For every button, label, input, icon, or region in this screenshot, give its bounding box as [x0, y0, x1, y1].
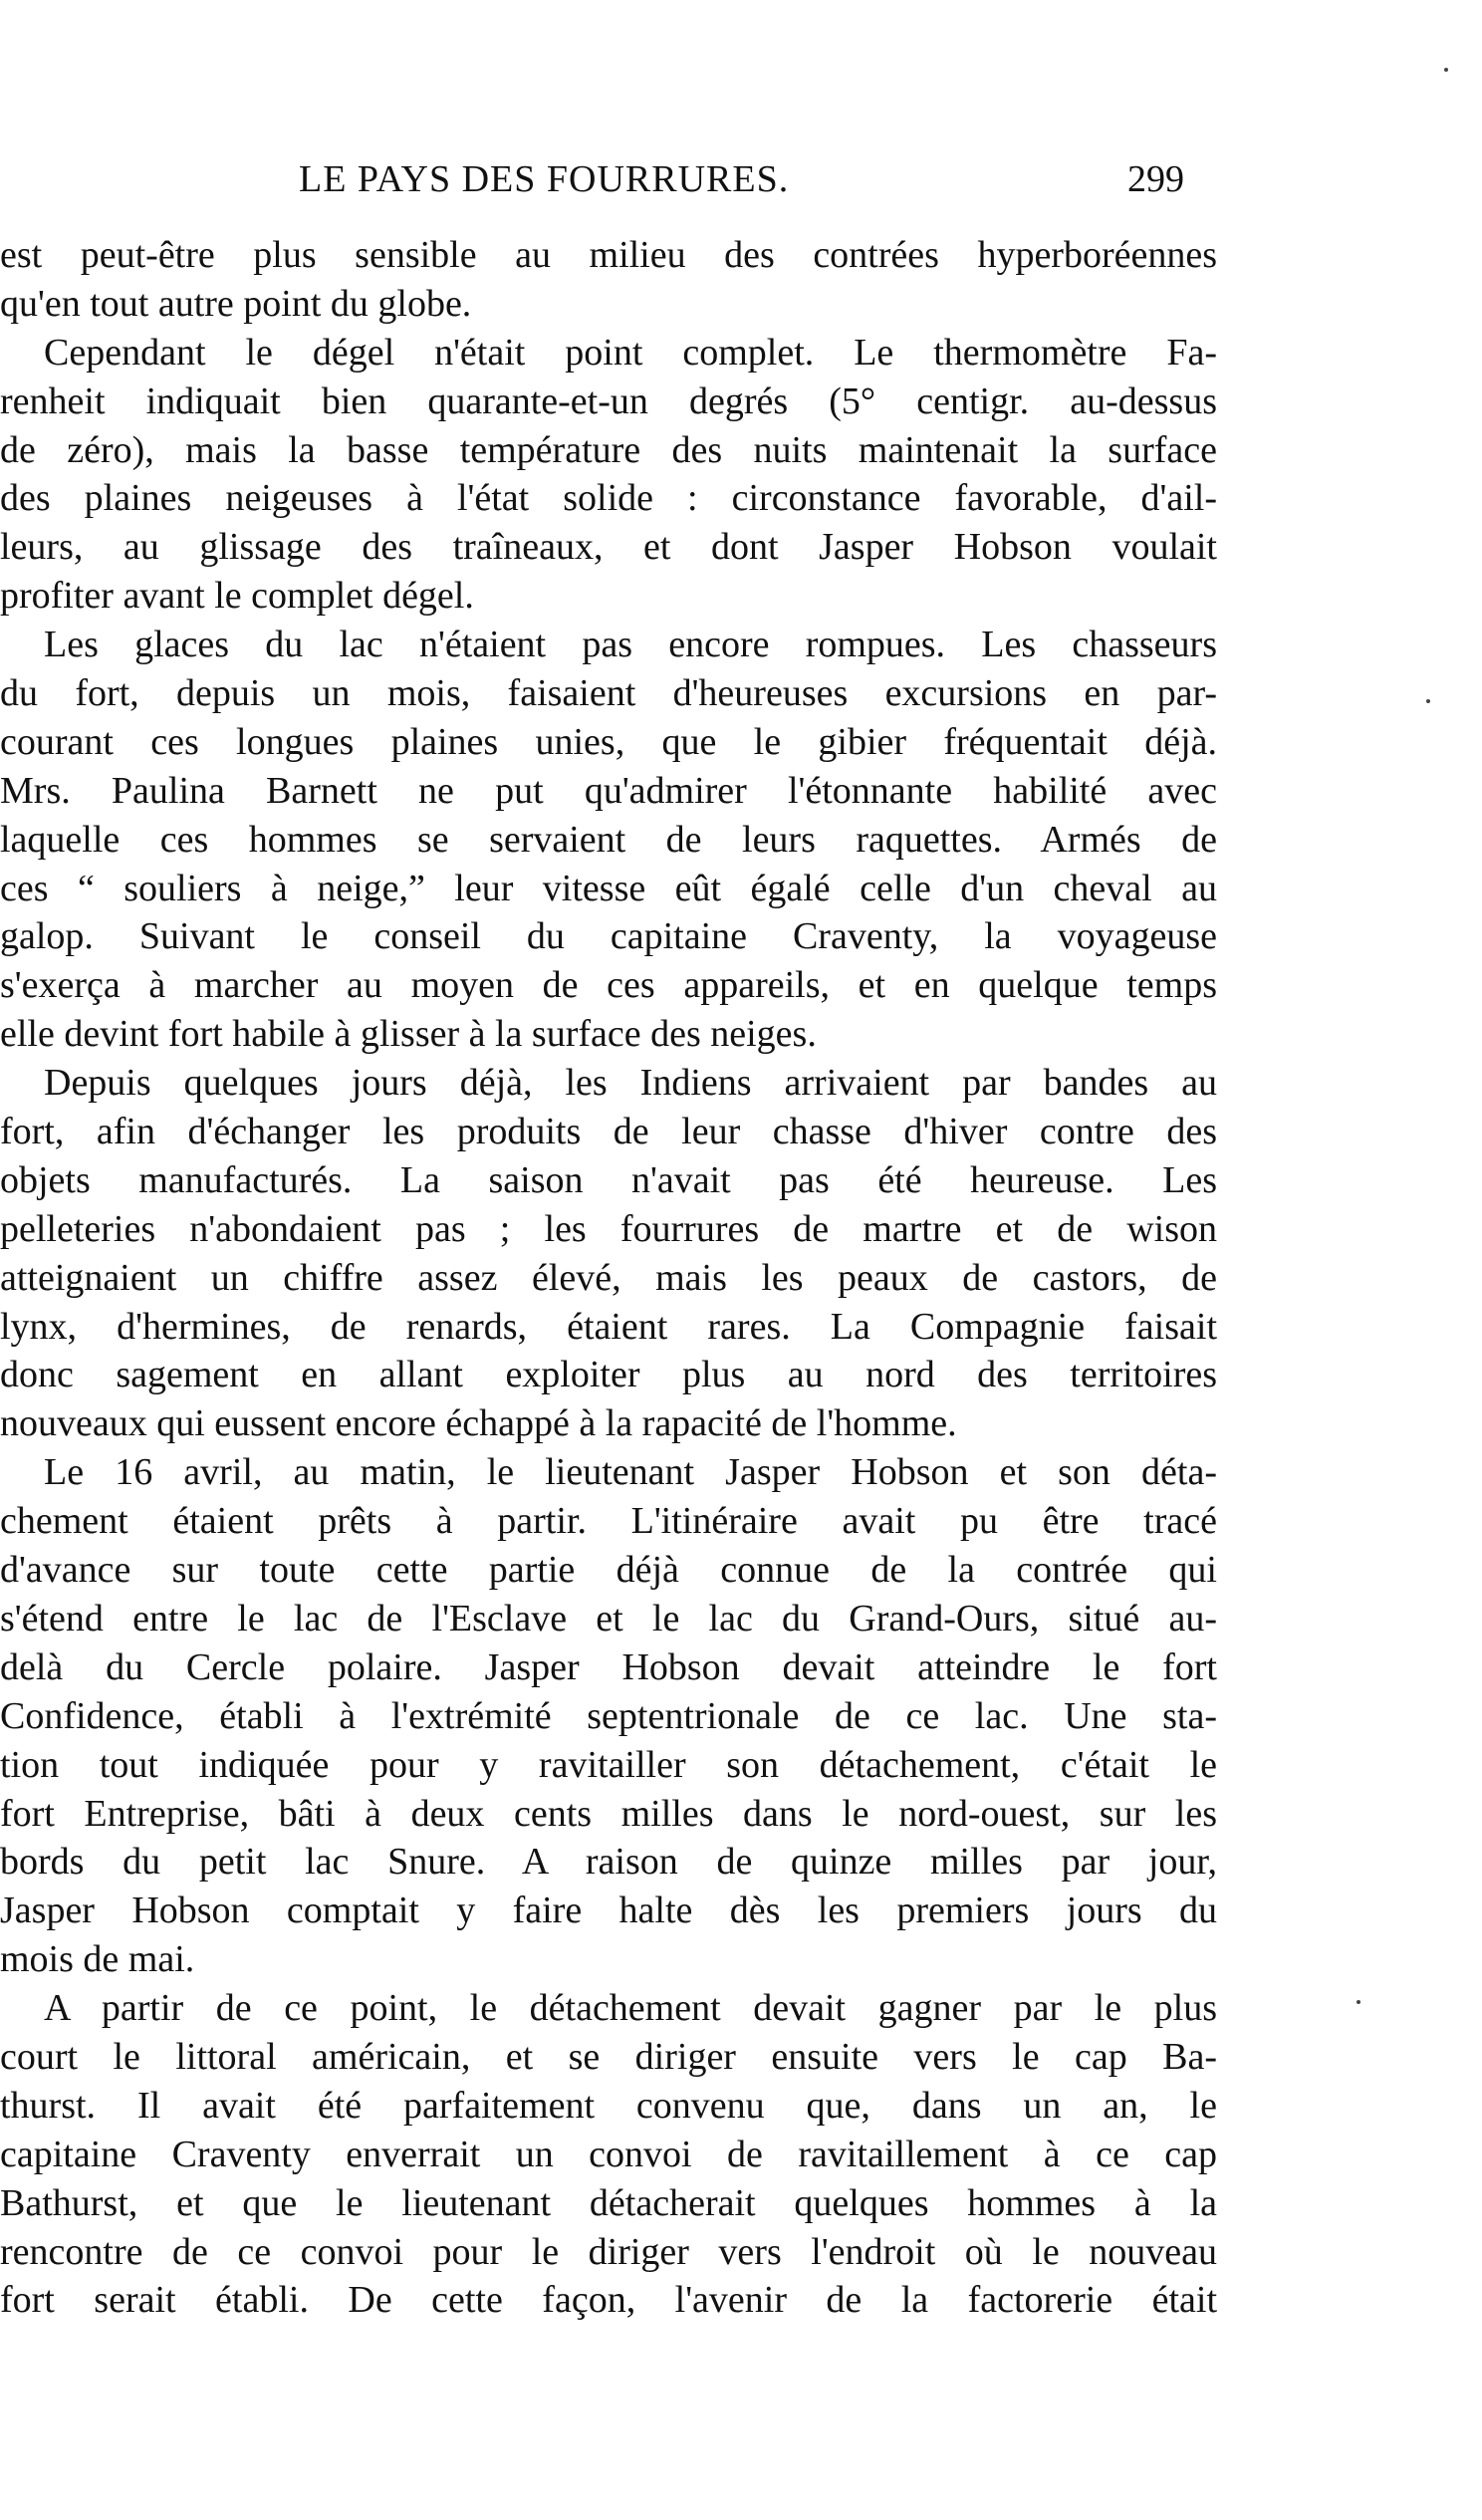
text-line: chement étaient prêts à partir. L'itinéraire avait pu être tracé: [0, 1500, 1217, 1543]
text-line: elle devint fort habile à glisser à la surface des neiges.: [0, 1013, 817, 1056]
text-line: renheit indiquait bien quarante-et-un degrés (5° centigr. au-dessus: [0, 379, 1217, 422]
text-line: de zéro), mais la basse température des nuits maintenait la surface: [0, 428, 1217, 471]
text-line: fort Entreprise, bâti à deux cents milles dans le nord-ouest, sur les: [0, 1792, 1217, 1835]
text-line: delà du Cercle polaire. Jasper Hobson devait atteindre le fort: [0, 1645, 1217, 1688]
text-line: courant ces longues plaines unies, que le gibier fréquentait déjà.: [0, 720, 1217, 763]
text-line: donc sagement en allant exploiter plus au nord des territoires: [0, 1354, 1217, 1396]
text-line: atteignaient un chiffre assez élevé, mais les peaux de castors, de: [0, 1256, 1217, 1299]
text-line: des plaines neigeuses à l'état solide : circonstance favorable, d'ail-: [0, 477, 1217, 520]
text-line: mois de mai.: [0, 1938, 195, 1981]
text-line: du fort, depuis un mois, faisaient d'heureuses excursions en par-: [0, 672, 1217, 715]
text-line: pelleteries n'abondaient pas ; les fourrures de martre et de wison: [0, 1207, 1217, 1250]
text-line: fort serait établi. De cette façon, l'avenir de la factorerie était: [0, 2279, 1217, 2322]
running-title: LE PAYS DES FOURRURES.: [299, 158, 790, 200]
text-line: nouveaux qui eussent encore échappé à la rapacité de l'homme.: [0, 1402, 957, 1445]
text-line: galop. Suivant le conseil du capitaine Craventy, la voyageuse: [0, 915, 1217, 958]
text-line: Bathurst, et que le lieutenant détacherait quelques hommes à la: [0, 2181, 1217, 2224]
text-line: est peut-être plus sensible au milieu des contrées hyperboréennes: [0, 234, 1217, 276]
text-line: laquelle ces hommes se servaient de leurs raquettes. Armés de: [0, 818, 1217, 861]
text-line: Depuis quelques jours déjà, les Indiens arrivaient par bandes au: [44, 1062, 1217, 1105]
scan-speck: [1426, 699, 1430, 703]
text-line: s'étend entre le lac de l'Esclave et le lac du Grand-Ours, situé au-: [0, 1597, 1217, 1639]
text-line: qu'en tout autre point du globe.: [0, 282, 472, 325]
text-line: Le 16 avril, au matin, le lieutenant Jasper Hobson et son déta-: [44, 1451, 1217, 1494]
text-line: Les glaces du lac n'étaient pas encore rompues. Les chasseurs: [44, 624, 1217, 666]
text-line: ces “ souliers à neige,” leur vitesse eût égalé celle d'un cheval au: [0, 867, 1217, 909]
text-line: capitaine Craventy enverrait un convoi de ravitaillement à ce cap: [0, 2133, 1217, 2175]
text-line: bords du petit lac Snure. A raison de quinze milles par jour,: [0, 1841, 1217, 1884]
text-line: Confidence, établi à l'extrémité septentrionale de ce lac. Une sta-: [0, 1694, 1217, 1737]
text-line: profiter avant le complet dégel.: [0, 575, 474, 618]
text-line: leurs, au glissage des traîneaux, et dont Jasper Hobson voulait: [0, 526, 1217, 569]
text-line: Mrs. Paulina Barnett ne put qu'admirer l'étonnante habilité avec: [0, 769, 1217, 812]
text-line: fort, afin d'échanger les produits de leur chasse d'hiver contre des: [0, 1111, 1217, 1153]
scan-speck: [1357, 2000, 1360, 2004]
text-line: d'avance sur toute cette partie déjà connue de la contrée qui: [0, 1549, 1217, 1592]
text-line: s'exerça à marcher au moyen de ces appareils, et en quelque temps: [0, 964, 1217, 1007]
text-line: A partir de ce point, le détachement devait gagner par le plus: [44, 1987, 1217, 2030]
text-line: lynx, d'hermines, de renards, étaient rares. La Compagnie faisait: [0, 1305, 1217, 1348]
text-line: Jasper Hobson comptait y faire halte dès les premiers jours du: [0, 1890, 1217, 1932]
text-line: rencontre de ce convoi pour le diriger vers l'endroit où le nouveau: [0, 2230, 1217, 2273]
text-line: court le littoral américain, et se diriger ensuite vers le cap Ba-: [0, 2035, 1217, 2078]
text-line: thurst. Il avait été parfaitement convenu que, dans un an, le: [0, 2084, 1217, 2127]
text-line: tion tout indiquée pour y ravitailler son détachement, c'était le: [0, 1743, 1217, 1786]
page-number: 299: [1127, 158, 1184, 200]
text-line: Cependant le dégel n'était point complet. Le thermomètre Fa-: [44, 331, 1217, 374]
text-line: objets manufacturés. La saison n'avait pas été heureuse. Les: [0, 1158, 1217, 1201]
running-head: [0, 157, 1482, 209]
scan-speck: [1444, 68, 1448, 72]
body-text: [0, 231, 1217, 2325]
